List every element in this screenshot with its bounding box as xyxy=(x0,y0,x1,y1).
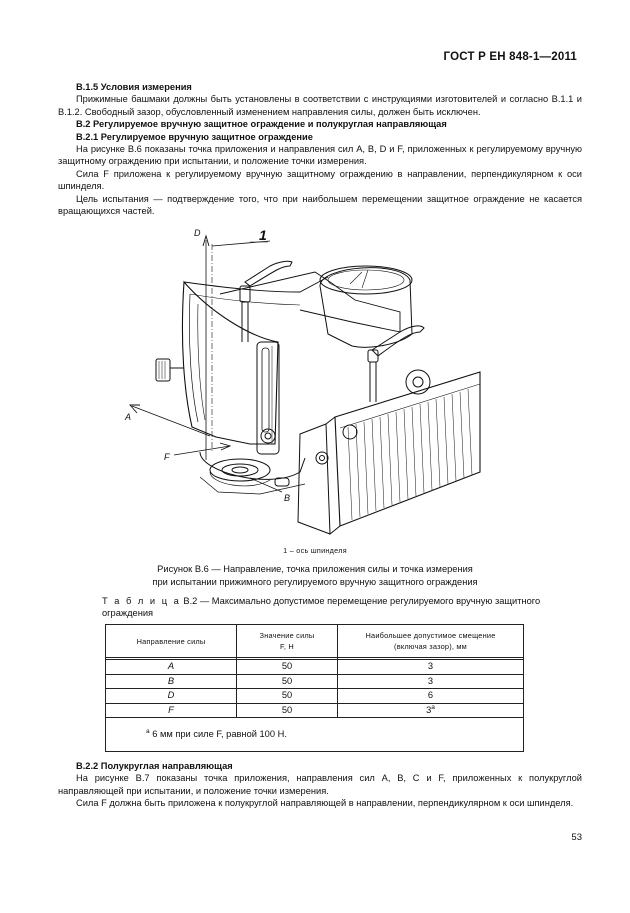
table-row xyxy=(106,660,524,675)
paragraph-b22-1: На рисунке B.7 показаны точка приложения, направления сил A, B, C и F, приложенных к полукруглой направляющей при испытании, и положение точки измерения. xyxy=(58,773,582,796)
heading-b15: B.1.5 Условия измерения xyxy=(76,82,192,92)
table-b2 xyxy=(105,624,524,752)
callout-d-label: D xyxy=(194,228,201,238)
paragraph-b15: Прижимные башмаки должны быть установлены в соответствии с инструкциями изготовителей и согласно B.1.1 и B.1.2. Свободный зазор, обусловленный изменением направления силы, должен быть исключен. xyxy=(58,94,582,117)
header-displacement xyxy=(338,625,524,658)
figure-b6-guard-drawing xyxy=(100,222,500,544)
heading-b22: B.2.2 Полукруглая направляющая xyxy=(76,761,233,771)
cell-direction: F xyxy=(168,704,174,715)
table-row xyxy=(106,703,524,718)
header-force-line2: F, Н xyxy=(280,642,294,651)
footnote-mark: a xyxy=(431,703,435,711)
cell-force: 50 xyxy=(237,703,338,718)
cell-displacement xyxy=(338,703,524,718)
section-b15-b21 xyxy=(58,81,582,217)
heading-b2: B.2 Регулируемое вручную защитное ограждение и полукруглая направляющая xyxy=(76,119,447,130)
table-row xyxy=(106,674,524,689)
figure-caption xyxy=(0,563,630,588)
paragraph-b22-2: Сила F должна быть приложена к полукруглой направляющей в направлении, перпендикулярном к оси шпинделя. xyxy=(76,798,574,809)
table-footnote-row xyxy=(106,718,524,752)
cell-force: 50 xyxy=(237,689,338,704)
cell-direction: B xyxy=(167,675,175,686)
header-displacement-line1: Наибольшее допустимое смещение xyxy=(365,631,496,640)
document-code: ГОСТ Р ЕН 848-1—2011 xyxy=(443,51,577,63)
cell-displacement: 3 xyxy=(338,674,524,689)
cell-force: 50 xyxy=(237,674,338,689)
cell-displacement: 6 xyxy=(338,689,524,704)
figure-legend: 1 – ось шпинделя xyxy=(283,546,347,555)
section-b22 xyxy=(58,760,582,810)
footnote-mark: a xyxy=(146,728,150,735)
callout-f-label: F xyxy=(164,452,170,462)
header-displacement-line2: (включая зазор), мм xyxy=(394,642,467,651)
cell-direction: D xyxy=(167,690,175,701)
callout-1-label: 1 xyxy=(259,227,267,243)
cell-displacement-value: 3 xyxy=(426,704,432,715)
table-title xyxy=(102,595,580,620)
footnote-text: 6 мм при силе F, равной 100 Н. xyxy=(152,729,287,739)
table-title-prefix: Т а б л и ц а xyxy=(102,596,181,606)
callout-b-label: B xyxy=(284,493,291,503)
table-header-row xyxy=(106,625,524,658)
table-row xyxy=(106,689,524,704)
figure-caption-line1: Рисунок B.6 — Направление, точка приложения силы и точка измерения xyxy=(157,564,473,574)
header-force xyxy=(237,625,338,658)
figure-caption-line2: при испытании прижимного регулируемого вручную защитного ограждения xyxy=(152,576,478,587)
paragraph-b21-1: На рисунке B.6 показаны точка приложения и направления сил A, B, D и F, приложенных к регулируемому вручную защитному ограждению при испытании, и положение точки измерения. xyxy=(58,144,582,167)
cell-displacement: 3 xyxy=(338,660,524,675)
paragraph-b21-2: Сила F приложена к регулируемому вручную защитному ограждению в направлении, перпендикулярном к оси шпинделя. xyxy=(58,168,582,192)
page-number: 53 xyxy=(571,832,582,843)
header-force-line1: Значение силы xyxy=(259,631,315,640)
paragraph-b21-3: Цель испытания — подтверждение того, что при наибольшем перемещении защитное ограждение не касается вращающихся частей. xyxy=(58,193,582,217)
callout-a-label: A xyxy=(125,412,132,422)
cell-direction: A xyxy=(167,661,175,672)
cell-force: 50 xyxy=(237,660,338,675)
header-direction: Направление силы xyxy=(106,625,237,658)
table-title-text: B.2 — Максимально допустимое перемещение регулируемого вручную защитного ограждения xyxy=(102,596,541,619)
heading-b21: B.2.1 Регулируемое вручную защитное ограждение xyxy=(76,131,313,142)
